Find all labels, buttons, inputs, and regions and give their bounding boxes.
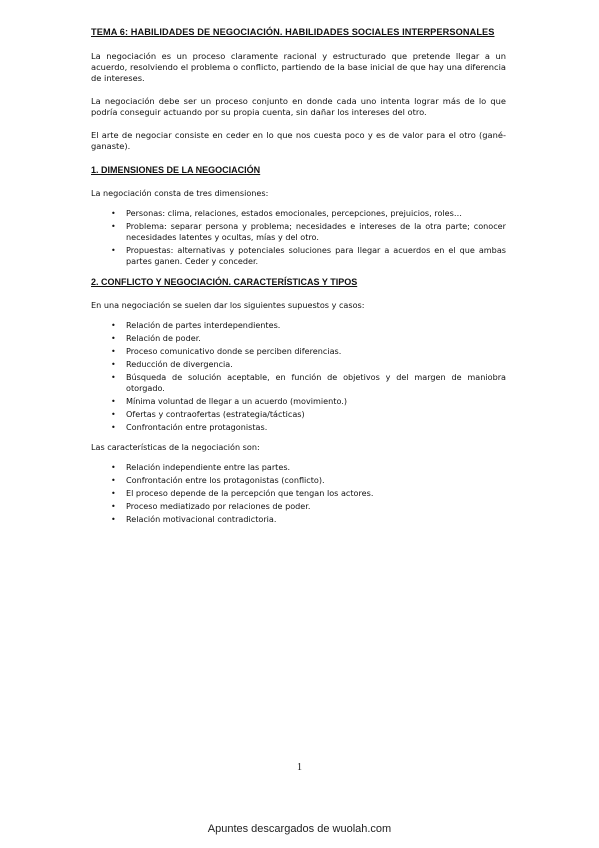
list-item-text: El proceso depende de la percepción que tengan los actores. xyxy=(126,488,374,498)
list-item-text: Relación de poder. xyxy=(126,333,201,343)
list-item xyxy=(91,333,506,344)
list-item xyxy=(91,320,506,331)
list-item xyxy=(91,475,506,486)
list-item xyxy=(91,359,506,370)
bullet-icon: • xyxy=(111,321,116,330)
bullet-icon: • xyxy=(111,246,116,255)
intro-paragraph-2: La negociación debe ser un proceso conjunto en donde cada uno intenta lograr más de lo que podría conseguir actuando por su propia cuenta, sin dañar los intereses del otro. xyxy=(91,96,506,117)
list-item-text: Propuestas: alternativas y potenciales soluciones para llegar a acuerdos en el que ambas partes ganen. Ceder y conceder. xyxy=(126,245,506,266)
list-item-text: Mínima voluntad de llegar a un acuerdo (movimiento.) xyxy=(126,396,348,406)
bullet-icon: • xyxy=(111,502,116,511)
list-item xyxy=(91,409,506,420)
list-item-text: Relación independiente entre las partes. xyxy=(126,462,291,472)
footer-download-notice: Apuntes descargados de wuolah.com xyxy=(207,823,392,835)
section1-list xyxy=(91,208,506,267)
bullet-icon: • xyxy=(111,397,116,406)
list-item-text: Relación motivacional contradictoria. xyxy=(126,514,277,524)
bullet-icon: • xyxy=(111,334,116,343)
section2-intro: En una negociación se suelen dar los siguientes supuestos y casos: xyxy=(91,300,365,310)
page-number: 1 xyxy=(297,762,302,773)
list-item xyxy=(91,514,506,525)
list-item xyxy=(91,501,506,512)
list-item-text: Confrontación entre los protagonistas (conflicto). xyxy=(126,475,325,485)
characteristics-list xyxy=(91,462,506,525)
list-item xyxy=(91,221,506,243)
bullet-icon: • xyxy=(111,222,116,231)
list-item xyxy=(91,208,506,219)
intro-paragraph-1: La negociación es un proceso claramente racional y estructurado que pretende llegar a un acuerdo, resolviendo el problema o conflicto, partiendo de la base inicial de que hay una diferencia de intereses. xyxy=(91,51,506,83)
section2-list xyxy=(91,320,506,433)
list-item xyxy=(91,372,506,394)
list-item-text: Proceso mediatizado por relaciones de poder. xyxy=(126,501,311,511)
bullet-icon: • xyxy=(111,463,116,472)
bullet-icon: • xyxy=(111,209,116,218)
list-item xyxy=(91,396,506,407)
bullet-icon: • xyxy=(111,476,116,485)
list-item-text: Problema: separar persona y problema; necesidades e intereses de la otra parte; conocer necesidades latentes y ocultas, mías y del otro. xyxy=(126,221,506,242)
section1-intro: La negociación consta de tres dimensiones: xyxy=(91,188,269,198)
section-heading-conflicto: 2. CONFLICTO Y NEGOCIACIÓN. CARACTERÍSTICAS Y TIPOS xyxy=(91,277,358,287)
list-item-text: Proceso comunicativo donde se perciben diferencias. xyxy=(126,346,342,356)
bullet-icon: • xyxy=(111,423,116,432)
list-item-text: Búsqueda de solución aceptable, en función de objetivos y del margen de maniobra otorgado. xyxy=(126,372,506,393)
list-item xyxy=(91,245,506,267)
document-page xyxy=(91,26,506,534)
list-item xyxy=(91,488,506,499)
intro-paragraph-3: El arte de negociar consiste en ceder en lo que nos cuesta poco y es de valor para el otro (gané-ganaste). xyxy=(91,130,506,151)
list-item xyxy=(91,422,506,433)
bullet-icon: • xyxy=(111,360,116,369)
bullet-icon: • xyxy=(111,515,116,524)
characteristics-intro: Las características de la negociación son: xyxy=(91,442,260,452)
list-item-text: Relación de partes interdependientes. xyxy=(126,320,281,330)
list-item xyxy=(91,462,506,473)
list-item-text: Confrontación entre protagonistas. xyxy=(126,422,268,432)
bullet-icon: • xyxy=(111,410,116,419)
list-item-text: Ofertas y contraofertas (estrategia/tácticas) xyxy=(126,409,305,419)
bullet-icon: • xyxy=(111,373,116,382)
bullet-icon: • xyxy=(111,489,116,498)
list-item-text: Reducción de divergencia. xyxy=(126,359,233,369)
list-item-text: Personas: clima, relaciones, estados emocionales, percepciones, prejuicios, roles… xyxy=(126,208,462,218)
document-title: TEMA 6: HABILIDADES DE NEGOCIACIÓN. HABILIDADES SOCIALES INTERPERSONALES xyxy=(91,27,495,37)
section-heading-dimensiones: 1. DIMENSIONES DE LA NEGOCIACIÓN xyxy=(91,165,261,175)
bullet-icon: • xyxy=(111,347,116,356)
list-item xyxy=(91,346,506,357)
